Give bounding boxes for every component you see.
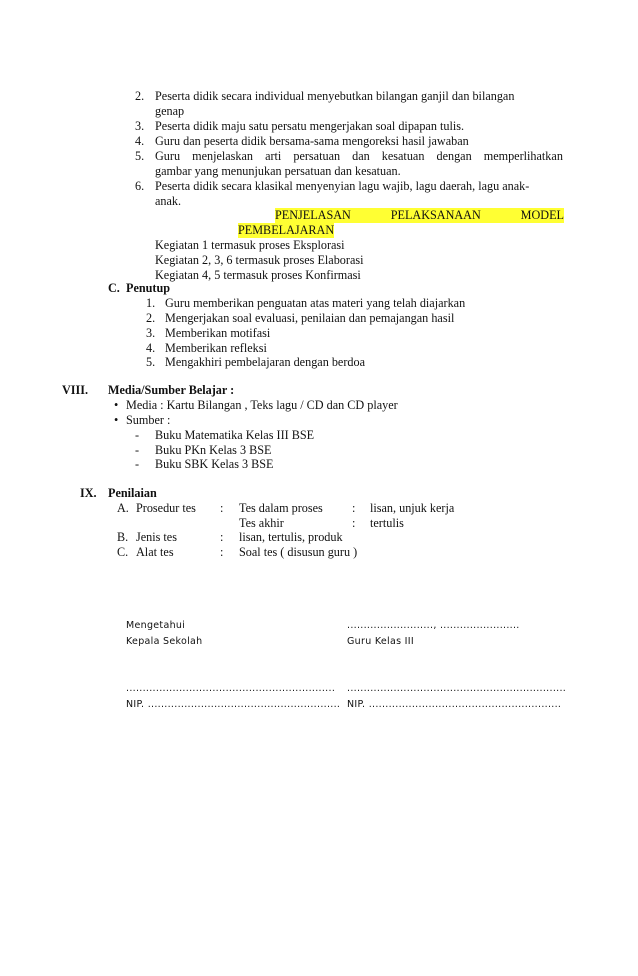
list-number: 5. — [146, 355, 156, 369]
section-label: C. — [108, 281, 120, 295]
item-text: Peserta didik secara klasikal menyenyian lagu wajib, lagu daerah, lagu anak- — [155, 179, 530, 193]
section-title: Media/Sumber Belajar : — [108, 383, 235, 397]
word: Guru — [155, 149, 181, 163]
word: persatuan — [293, 149, 341, 163]
item-text: Peserta didik secara individual menyebutkan bilangan ganjil dan bilangan — [155, 89, 515, 103]
colon: : — [352, 501, 356, 515]
colon: : — [220, 545, 224, 559]
item-number: 6. — [135, 179, 145, 193]
explanation-heading — [275, 208, 564, 223]
list-item: Mengerjakan soal evaluasi, penilaian dan pemajangan hasil — [165, 311, 455, 325]
item-text: Jenis tes — [136, 530, 177, 544]
colon: : — [220, 501, 224, 515]
item-value: Soal tes ( disusun guru ) — [239, 545, 358, 559]
sub-text: Tes dalam proses — [239, 501, 323, 515]
list-item: Memberikan refleksi — [165, 341, 267, 355]
list-number: 4. — [146, 341, 156, 355]
sign-role: Guru Kelas III — [347, 636, 414, 647]
sub-text: Tes akhir — [239, 516, 284, 530]
item-value: lisan, tertulis, produk — [239, 530, 343, 544]
word: PENJELASAN — [275, 208, 351, 222]
list-number: 2. — [146, 311, 156, 325]
word: PELAKSANAAN — [390, 208, 481, 222]
activity-note: Kegiatan 2, 3, 6 termasuk proses Elaborasi — [155, 253, 364, 267]
colon: : — [220, 530, 224, 544]
item-number: 2. — [135, 89, 145, 103]
sub-value: tertulis — [370, 516, 404, 530]
word: kesatuan — [381, 149, 425, 163]
bullet-icon: • — [114, 413, 119, 427]
word: MODEL — [520, 208, 564, 222]
sign-role: Kepala Sekolah — [126, 636, 203, 647]
word: dengan — [436, 149, 472, 163]
item-text: Guru dan peserta didik bersama-sama mengoreksi hasil jawaban — [155, 134, 469, 148]
source-item: Buku PKn Kelas 3 BSE — [155, 443, 272, 457]
item-number: 4. — [135, 134, 145, 148]
item-number: 3. — [135, 119, 145, 133]
word: menjelaskan — [192, 149, 254, 163]
section-title: Penutup — [126, 281, 171, 295]
source-item: Buku Matematika Kelas III BSE — [155, 428, 315, 442]
word: memperlihatkan — [483, 149, 563, 163]
item-label: B. — [117, 530, 129, 544]
sub-value: lisan, unjuk kerja — [370, 501, 455, 515]
section-label: VIII. — [62, 383, 89, 397]
list-number: 1. — [146, 296, 156, 310]
sign-label: Mengetahui — [126, 620, 186, 631]
sign-nip: NIP. .......................................................... — [126, 699, 341, 710]
item-number: 5. — [135, 149, 145, 163]
sign-blank: ............................................................... — [126, 683, 336, 694]
section-label: IX. — [80, 486, 97, 500]
activity-note: Kegiatan 1 termasuk proses Eksplorasi — [155, 238, 345, 252]
list-item: Mengakhiri pembelajaran dengan berdoa — [165, 355, 365, 369]
dash-icon: - — [135, 428, 140, 442]
sign-nip: NIP. .......................................................... — [347, 699, 562, 710]
item-text-cont: genap — [155, 104, 185, 118]
sign-place-date: .........................., ........................ — [347, 620, 520, 631]
dash-icon: - — [135, 457, 140, 471]
word: arti — [265, 149, 282, 163]
source-item: Buku SBK Kelas 3 BSE — [155, 457, 274, 471]
explanation-heading-cont: PEMBELAJARAN — [238, 223, 335, 237]
bullet-text: Sumber : — [126, 413, 171, 427]
list-item: Guru memberikan penguatan atas materi yang telah diajarkan — [165, 296, 466, 310]
sign-blank: .................................................................. — [347, 683, 567, 694]
activity-note: Kegiatan 4, 5 termasuk proses Konfirmasi — [155, 268, 361, 282]
item-text: Alat tes — [136, 545, 174, 559]
item-label: C. — [117, 545, 129, 559]
word: dan — [352, 149, 370, 163]
item-text-justified — [155, 149, 563, 164]
list-item: Memberikan motifasi — [165, 326, 271, 340]
item-label: A. — [117, 501, 129, 515]
item-text-cont: anak. — [155, 194, 182, 208]
dash-icon: - — [135, 443, 140, 457]
item-text: Prosedur tes — [136, 501, 196, 515]
section-title: Penilaian — [108, 486, 157, 500]
bullet-icon: • — [114, 398, 119, 412]
colon: : — [352, 516, 356, 530]
list-number: 3. — [146, 326, 156, 340]
item-text: Peserta didik maju satu persatu mengerjakan soal dipapan tulis. — [155, 119, 465, 133]
item-text-cont: gambar yang menunjukan persatuan dan kesatuan. — [155, 164, 401, 178]
bullet-text: Media : Kartu Bilangan , Teks lagu / CD dan CD player — [126, 398, 398, 412]
